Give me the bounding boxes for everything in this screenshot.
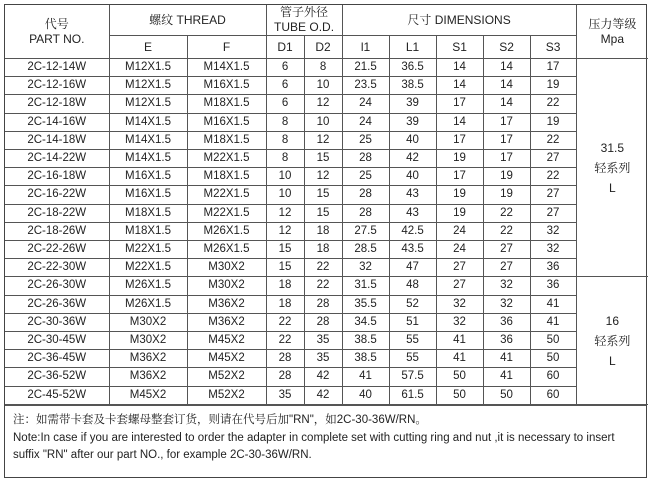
header-part-no <box>5 5 109 59</box>
table-cell: M18X1.5 <box>187 95 266 113</box>
table-cell: 32 <box>483 277 530 295</box>
table-cell: 41 <box>530 313 576 331</box>
table-cell: 22 <box>530 95 576 113</box>
table-cell: 38.5 <box>389 77 436 95</box>
subheader-l1-upper: L1 <box>389 36 436 59</box>
table-cell: 10 <box>266 186 304 204</box>
table-cell: 24 <box>342 95 389 113</box>
table-cell: M30X2 <box>109 313 187 331</box>
table-cell: M26X1.5 <box>187 222 266 240</box>
table-cell: 36 <box>483 313 530 331</box>
table-cell: 60 <box>530 386 576 404</box>
table-cell: 27 <box>436 259 483 277</box>
part-number-cell: 2C-18-26W <box>5 222 109 240</box>
table-cell: 36 <box>483 332 530 350</box>
table-cell: M36X2 <box>109 368 187 386</box>
table-cell: 32 <box>342 259 389 277</box>
table-cell: 17 <box>483 131 530 149</box>
table-cell: 27.5 <box>342 222 389 240</box>
table-cell: 28 <box>304 295 342 313</box>
table-cell: 38.5 <box>342 350 389 368</box>
table-cell: M22X1.5 <box>187 150 266 168</box>
table-cell: 28 <box>304 313 342 331</box>
table-cell: 6 <box>266 59 304 77</box>
table-row <box>5 277 648 295</box>
table-row <box>5 313 648 331</box>
table-cell: 15 <box>266 259 304 277</box>
table-cell: 32 <box>436 295 483 313</box>
table-cell: 12 <box>304 131 342 149</box>
part-number-cell: 2C-12-14W <box>5 59 109 77</box>
part-number-cell: 2C-36-52W <box>5 368 109 386</box>
part-number-cell: 2C-22-26W <box>5 241 109 259</box>
table-cell: 19 <box>530 77 576 95</box>
table-cell: 35 <box>304 350 342 368</box>
table-cell: 42 <box>389 150 436 168</box>
table-cell: M45X2 <box>187 332 266 350</box>
table-cell: 32 <box>436 313 483 331</box>
table-cell: 23.5 <box>342 77 389 95</box>
subheader-d1: D1 <box>266 36 304 59</box>
pressure-series: 轻系列 <box>594 333 631 348</box>
subheader-l1-lower: l1 <box>342 36 389 59</box>
subheader-d2: D2 <box>304 36 342 59</box>
table-cell: 27 <box>530 150 576 168</box>
table-cell: 34.5 <box>342 313 389 331</box>
header-tube-en: TUBE O.D. <box>274 20 335 34</box>
table-cell: 27 <box>436 277 483 295</box>
table-cell: M26X1.5 <box>187 241 266 259</box>
table-cell: 50 <box>530 332 576 350</box>
table-cell: M16X1.5 <box>187 113 266 131</box>
table-cell: M26X1.5 <box>109 295 187 313</box>
table-cell: 24 <box>436 241 483 259</box>
table-cell: M14X1.5 <box>187 59 266 77</box>
pressure-value: 31.5 <box>600 140 624 155</box>
part-number-cell: 2C-14-16W <box>5 113 109 131</box>
part-number-cell: 2C-26-30W <box>5 277 109 295</box>
table-cell: 43 <box>389 186 436 204</box>
table-cell: 27 <box>530 204 576 222</box>
table-cell: 19 <box>436 150 483 168</box>
header-tube-od <box>266 5 342 36</box>
table-cell: 21.5 <box>342 59 389 77</box>
pressure-group-cell <box>576 277 648 404</box>
table-cell: M16X1.5 <box>187 77 266 95</box>
table-cell: 14 <box>483 95 530 113</box>
table-row <box>5 350 648 368</box>
table-cell: 12 <box>304 168 342 186</box>
table-cell: 32 <box>483 295 530 313</box>
table-cell: 8 <box>266 150 304 168</box>
table-cell: 39 <box>389 113 436 131</box>
table-row <box>5 131 648 149</box>
table-row <box>5 368 648 386</box>
table-cell: 22 <box>266 332 304 350</box>
part-number-cell: 2C-22-30W <box>5 259 109 277</box>
table-cell: 17 <box>436 95 483 113</box>
table-cell: 36 <box>530 259 576 277</box>
note-chinese: 注：如需带卡套及卡套螺母整套订货，则请在代号后加"RN"，如2C-30-36W/RN。 <box>13 413 427 426</box>
table-cell: 43 <box>389 204 436 222</box>
table-cell: M18X1.5 <box>187 168 266 186</box>
table-cell: 22 <box>530 131 576 149</box>
table-cell: 32 <box>530 222 576 240</box>
part-number-cell: 2C-26-36W <box>5 295 109 313</box>
table-cell: 35 <box>266 386 304 404</box>
table-cell: 28 <box>342 150 389 168</box>
table-cell: 41 <box>530 295 576 313</box>
table-cell: M16X1.5 <box>109 186 187 204</box>
table-cell: 12 <box>266 222 304 240</box>
table-cell: M16X1.5 <box>109 168 187 186</box>
table-cell: 28 <box>342 186 389 204</box>
table-cell: M14X1.5 <box>109 113 187 131</box>
part-number-cell: 2C-30-45W <box>5 332 109 350</box>
table-cell: 17 <box>436 168 483 186</box>
subheader-f: F <box>187 36 266 59</box>
header-part-cn: 代号 <box>44 16 69 31</box>
table-cell: 42 <box>304 386 342 404</box>
part-number-cell: 2C-12-16W <box>5 77 109 95</box>
pressure-code: L <box>608 180 616 195</box>
pressure-value: 16 <box>605 313 619 328</box>
table-cell: 35 <box>304 332 342 350</box>
table-cell: 41 <box>483 368 530 386</box>
table-row <box>5 332 648 350</box>
table-cell: 19 <box>436 186 483 204</box>
subheader-e: E <box>109 36 187 59</box>
table-cell: 15 <box>266 241 304 259</box>
table-cell: 39 <box>389 95 436 113</box>
notes-section <box>5 405 646 477</box>
pressure-group-cell <box>576 59 648 277</box>
table-cell: M18X1.5 <box>109 204 187 222</box>
table-cell: 15 <box>304 204 342 222</box>
table-row <box>5 386 648 404</box>
table-cell: 55 <box>389 332 436 350</box>
table-row <box>5 77 648 95</box>
table-cell: M30X2 <box>109 332 187 350</box>
table-cell: 14 <box>483 77 530 95</box>
table-row <box>5 186 648 204</box>
table-cell: 18 <box>304 222 342 240</box>
part-number-cell: 2C-14-22W <box>5 150 109 168</box>
table-cell: 27 <box>483 241 530 259</box>
table-cell: M22X1.5 <box>109 259 187 277</box>
table-cell: 50 <box>530 350 576 368</box>
table-cell: 47 <box>389 259 436 277</box>
table-cell: 12 <box>266 204 304 222</box>
table-cell: 24 <box>436 222 483 240</box>
table-cell: 51 <box>389 313 436 331</box>
table-cell: M45X2 <box>187 350 266 368</box>
table-cell: 25 <box>342 168 389 186</box>
table-cell: M14X1.5 <box>109 150 187 168</box>
table-cell: M30X2 <box>187 277 266 295</box>
table-cell: 41 <box>436 350 483 368</box>
table-cell: 6 <box>266 95 304 113</box>
part-number-cell: 2C-36-45W <box>5 350 109 368</box>
table-cell: 27 <box>530 186 576 204</box>
subheader-s1: S1 <box>436 36 483 59</box>
table-cell: M36X2 <box>109 350 187 368</box>
table-cell: 15 <box>304 150 342 168</box>
table-cell: 17 <box>530 59 576 77</box>
table-row <box>5 113 648 131</box>
table-cell: M22X1.5 <box>187 186 266 204</box>
table-cell: M36X2 <box>187 313 266 331</box>
table-row <box>5 204 648 222</box>
table-cell: 18 <box>266 295 304 313</box>
table-cell: 19 <box>483 186 530 204</box>
subheader-s3: S3 <box>530 36 576 59</box>
table-cell: 10 <box>304 77 342 95</box>
table-cell: 50 <box>483 386 530 404</box>
table-cell: 15 <box>304 186 342 204</box>
part-number-cell: 2C-16-22W <box>5 186 109 204</box>
table-cell: 22 <box>304 277 342 295</box>
table-row <box>5 59 648 77</box>
table-cell: M22X1.5 <box>187 204 266 222</box>
table-cell: M36X2 <box>187 295 266 313</box>
header-pressure-cn: 压力等级 <box>588 16 637 31</box>
table-cell: 14 <box>436 113 483 131</box>
note-english: Note:In case if you are interested to order the adapter in complete set with cutting ring and nut ,it is necessary to insert suffix "RN" after our part NO., for example 2C-30-36W/RN. <box>13 432 615 461</box>
table-cell: 28.5 <box>342 241 389 259</box>
table-cell: 61.5 <box>389 386 436 404</box>
table-cell: 12 <box>304 95 342 113</box>
table-cell: 40 <box>389 131 436 149</box>
table-cell: 36 <box>530 277 576 295</box>
table-cell: 19 <box>436 204 483 222</box>
table-cell: 22 <box>530 168 576 186</box>
table-cell: 22 <box>266 313 304 331</box>
table-cell: 17 <box>436 131 483 149</box>
pressure-series: 轻系列 <box>594 160 631 175</box>
table-row <box>5 222 648 240</box>
table-cell: 35.5 <box>342 295 389 313</box>
table-cell: M30X2 <box>187 259 266 277</box>
header-part-en: PART NO. <box>29 31 85 46</box>
table-row <box>5 150 648 168</box>
table-cell: 28 <box>266 350 304 368</box>
table-cell: 18 <box>304 241 342 259</box>
table-cell: 38.5 <box>342 332 389 350</box>
table-cell: M12X1.5 <box>109 59 187 77</box>
table-cell: 43.5 <box>389 241 436 259</box>
table-cell: 14 <box>436 77 483 95</box>
table-cell: 22 <box>483 222 530 240</box>
table-cell: 48 <box>389 277 436 295</box>
table-cell: 41 <box>342 368 389 386</box>
table-row <box>5 95 648 113</box>
table-row <box>5 168 648 186</box>
part-number-cell: 2C-12-18W <box>5 95 109 113</box>
table-cell: 40 <box>389 168 436 186</box>
part-number-cell: 2C-45-52W <box>5 386 109 404</box>
header-thread: 螺纹 THREAD <box>109 5 266 36</box>
table-cell: 25 <box>342 131 389 149</box>
table-cell: 50 <box>436 368 483 386</box>
table-cell: 18 <box>266 277 304 295</box>
table-cell: 14 <box>436 59 483 77</box>
table-cell: M18X1.5 <box>187 131 266 149</box>
table-cell: 28 <box>266 368 304 386</box>
table-row <box>5 259 648 277</box>
table-cell: M12X1.5 <box>109 95 187 113</box>
table-cell: 28 <box>342 204 389 222</box>
table-cell: 8 <box>266 131 304 149</box>
pressure-code: L <box>608 353 616 368</box>
part-number-cell: 2C-14-18W <box>5 131 109 149</box>
part-number-cell: 2C-18-22W <box>5 204 109 222</box>
spec-table-frame <box>4 4 647 478</box>
table-cell: 24 <box>342 113 389 131</box>
table-cell: 19 <box>530 113 576 131</box>
table-cell: 57.5 <box>389 368 436 386</box>
table-row <box>5 241 648 259</box>
table-cell: M52X2 <box>187 368 266 386</box>
table-cell: 41 <box>483 350 530 368</box>
table-row <box>5 295 648 313</box>
table-cell: 8 <box>266 113 304 131</box>
table-cell: 17 <box>483 150 530 168</box>
table-cell: 10 <box>266 168 304 186</box>
dimension-table <box>5 5 648 405</box>
part-number-cell: 2C-30-36W <box>5 313 109 331</box>
table-cell: 36.5 <box>389 59 436 77</box>
header-dimensions: 尺寸 DIMENSIONS <box>342 5 576 36</box>
table-cell: 8 <box>304 59 342 77</box>
subheader-s2: S2 <box>483 36 530 59</box>
table-cell: 41 <box>436 332 483 350</box>
table-cell: 17 <box>483 113 530 131</box>
table-cell: M14X1.5 <box>109 131 187 149</box>
table-cell: 40 <box>342 386 389 404</box>
table-cell: 22 <box>304 259 342 277</box>
table-cell: 27 <box>483 259 530 277</box>
table-cell: M52X2 <box>187 386 266 404</box>
header-pressure-unit: Mpa <box>600 31 624 46</box>
table-cell: 31.5 <box>342 277 389 295</box>
table-cell: M12X1.5 <box>109 77 187 95</box>
table-cell: M26X1.5 <box>109 277 187 295</box>
table-cell: 60 <box>530 368 576 386</box>
table-cell: 55 <box>389 350 436 368</box>
table-cell: 6 <box>266 77 304 95</box>
table-cell: M45X2 <box>109 386 187 404</box>
table-cell: 42 <box>304 368 342 386</box>
table-cell: 52 <box>389 295 436 313</box>
table-cell: 14 <box>483 59 530 77</box>
table-cell: M18X1.5 <box>109 222 187 240</box>
part-number-cell: 2C-16-18W <box>5 168 109 186</box>
header-tube-cn: 管子外径 <box>280 5 329 19</box>
table-cell: M22X1.5 <box>109 241 187 259</box>
table-cell: 32 <box>530 241 576 259</box>
table-body <box>5 59 648 405</box>
table-cell: 42.5 <box>389 222 436 240</box>
table-cell: 19 <box>483 168 530 186</box>
table-cell: 50 <box>436 386 483 404</box>
table-cell: 10 <box>304 113 342 131</box>
table-cell: 22 <box>483 204 530 222</box>
header-pressure <box>576 5 648 59</box>
